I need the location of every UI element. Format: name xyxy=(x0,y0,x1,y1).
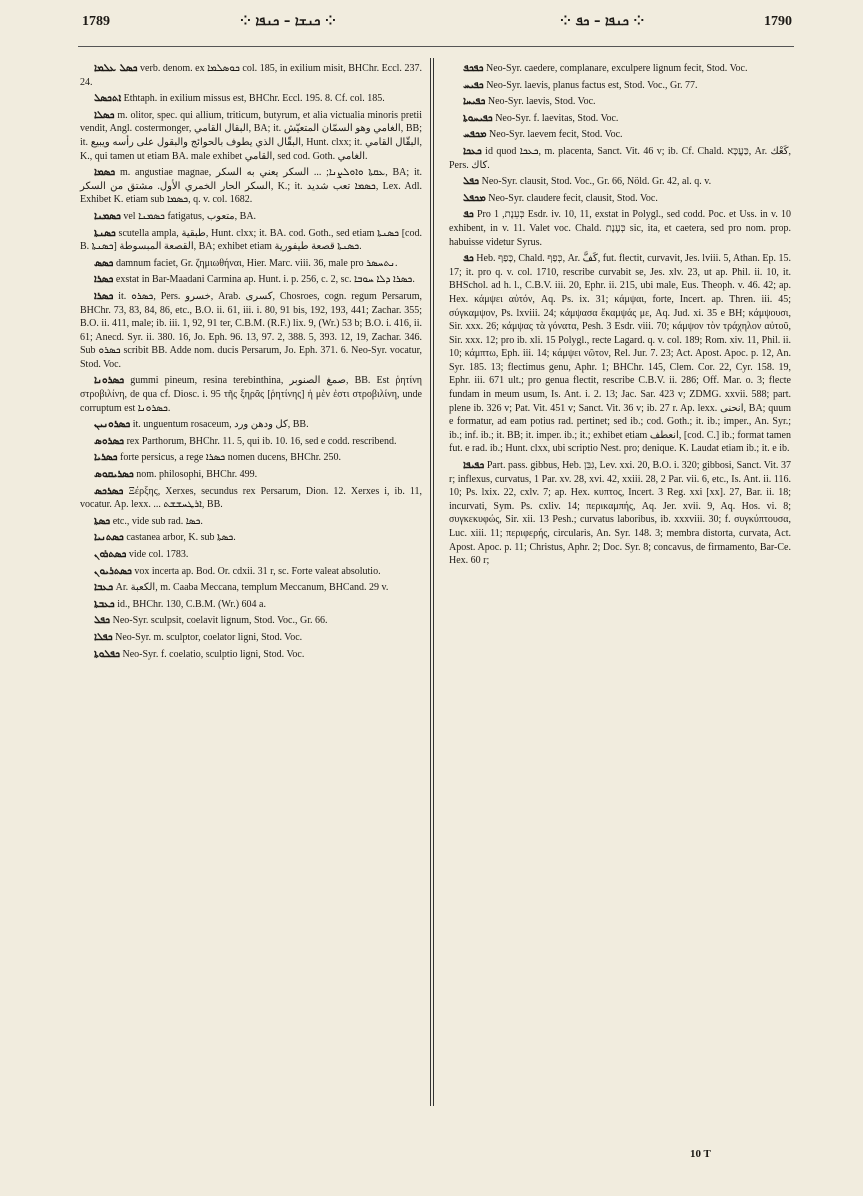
entry-headword: ܟܦܝܦܐ xyxy=(463,460,485,472)
dictionary-entry xyxy=(80,548,422,562)
entry-headword: ܟܣܪܘܢܐ xyxy=(94,375,125,387)
entry-headword: ܟܣܪܐ xyxy=(94,274,114,286)
dictionary-entry xyxy=(80,227,422,254)
entry-text: vox incerta ap. Bod. Or. cdxii. 31 r, sc. Forte valeat absolutio. xyxy=(131,565,381,577)
page-header xyxy=(72,12,792,38)
entry-headword: ܟܦܠ xyxy=(463,176,480,188)
dictionary-entry xyxy=(80,290,422,372)
dictionary-entry xyxy=(80,648,422,662)
entry-text: id., BHChr. 130, C.B.M. (Wr.) 604 a. xyxy=(114,598,266,610)
entry-headword: ܟܣܬܐ xyxy=(94,515,111,527)
entry-headword: ܟܣܪܝܐ xyxy=(94,452,118,464)
entry-headword: ܟܦܠܘܬܐ xyxy=(94,648,120,660)
entry-text: Neo-Syr. sculpsit, coelavit lignum, Stod. Voc., Gr. 66. xyxy=(110,615,328,627)
entry-text: Neo-Syr. m. sculptor, coelator ligni, Stod. Voc. xyxy=(112,631,303,643)
dictionary-entry xyxy=(80,515,422,529)
column-divider xyxy=(430,58,431,1106)
dictionary-entry xyxy=(449,62,791,76)
entry-headword: ܟܣܠܐ xyxy=(94,109,115,121)
entry-text: Neo-Syr. claudere fecit, clausit, Stod. Voc. xyxy=(485,192,658,204)
entry-text: etc., vide sub rad. ܟܣܐ. xyxy=(110,515,203,527)
left-column xyxy=(80,62,422,664)
entry-text: m. angustiae magnae, ܥܩܬܐ ܘܐܘܠܨܢܐ; ... السكر يعني به السكر, BA; it. السكر الحار الخمري الأول. مشتق من السكر, K.; it. ܟܣܡܐ تعب شديد, Lex. Adl. Exhibet K. etiam sub ܟܣܡܐ, q. v. col. 1682. xyxy=(80,167,423,206)
entry-headword: ܟܣܬܪܘܢ xyxy=(94,549,127,560)
entry-text: forte persicus, a rege ܟܣܪܐ nomen ducens, BHChr. 250. xyxy=(117,452,342,464)
entry-headword: ܟܥܒܐ xyxy=(94,582,114,594)
entry-text: Neo-Syr. laevem fecit, Stod. Voc. xyxy=(486,129,623,141)
dictionary-entry xyxy=(449,208,791,249)
entry-text: damnum faciet, Gr. ζημιωθήναι, Hier. Marc. viii. 36, male pro ܢܬܚܣܪ. xyxy=(113,257,398,269)
dictionary-entry xyxy=(80,109,422,163)
dictionary-entry xyxy=(80,210,422,224)
entry-headword: ܟܦ xyxy=(463,209,474,221)
printer-signature: 10 T xyxy=(690,1148,711,1160)
entry-text: Neo-Syr. clausit, Stod. Voc., Gr. 66, Nöld. Gr. 42, al. q. v. xyxy=(479,176,712,188)
dictionary-entry xyxy=(80,418,422,432)
entry-headword: ܟܣܪܘܢܝܢ xyxy=(94,419,131,431)
entry-text: Pro כְּעֵנֶת, 1 Esdr. iv. 10, 11, exstat in Polygl., sed codd. Poc. et Uss. in v. 10 exhibent, in v. 11. Valet voc. Chald. כְּעֶנֶת sic, ita, et caetera, sed pro nom. prop. habuisse videtur Syrus. xyxy=(449,209,791,248)
entry-text: Part. pass. gibbus, Heb. גִּבֵּן, Lev. xxi. 20, B.O. i. 320; gibbosi, Sanct. Vit. 37 r; inflexus, curvatus, 1 Par. xv. 28, xvi. 42, xxiii. 28, 2 Par. vii. 6, etc., Is. Ant. ii. 116. 10; Ps. lxix. 22, cxlv. 7; ap. Hex. κυπτος, Incert. 3 Reg. xxi [xx]. 27, Bar. ii. 18; incurvati, Sym. Ps. cxliv. 14; περικαμπής, Aq. Jer. xvii. 9, Aq. Hos. vi. 8; συγκεκυφώς, Sir. xii. 13 Pesh.; curvatus laboribus, ib. xxxviii. 30; f. συγκύπτουσα, Luc. xiii. 11; περιφερής, circularis, An. Syr. 148. 3; membra distorta, curvata, Act. Apost. Apoc. p. 11; Christus, Aphr. 2; Doc. Syr. 8; concavus, de firmamento, Bar-Ce. Hex. 60 r; xyxy=(449,460,791,567)
entry-text: Neo-Syr. laevis, Stod. Voc. xyxy=(485,96,596,108)
entry-headword: ܟܣܣ xyxy=(94,257,114,269)
dictionary-entry xyxy=(449,459,791,568)
dictionary-entry xyxy=(449,112,791,126)
entry-text: it. ܟܣܪܘ, Pers. خسرو, Arab. كسرى, Chosroes, cogn. regum Persarum, BHChr. 73, 83, 84, 86, etc., B.O. ii. 61, iii. i. 80, 91 bis, 192, 193, 441; Zachar. 355; B.O. ii. 411, male; ib. iii. 1, 92, 91 ter, C.B.M. (R.F.) lix. 9, (Wr.) 53 b; B.O. i. 416, ii. 61; Anecd. Syr. ii. 380. 16, Jo. Eph. 96. 13, 97. 2, 388. 5, 393. 12, 19, Zachar. 346. Sub ܟܣܪܘ scribit BB. Adde nom. ducis Persarum, Jo. Eph. 371. 6. Neo-Syr. vocatur, Stod. Voc. xyxy=(80,290,422,370)
entry-text: m. olitor, spec. qui allium, triticum, butyrum, et alia victualia minoris pretii vendit, Angl. costermonger, البقال القامي, BA; it. الغامي وهو السمّان المتعيّش, BB; it. البقّال الذي يطوف بالحوائج والبقول على رأسه ويبيع, Hunt. clxx; it. البقّال القامي, K., qui tamen ut etiam BA. male exhibet القامي, sed cod. Goth. الغامي. xyxy=(80,109,423,162)
entry-headword: ܟܣܪܘܣ xyxy=(94,435,125,447)
entry-text: vide col. 1783. xyxy=(126,549,189,560)
entry-text: vel ܟܣܡܢܐ fatigatus, متعوب, BA. xyxy=(120,210,257,222)
dictionary-entry xyxy=(80,631,422,645)
entry-text: it. unguentum rosaceum, كل ودهن ورد, BB. xyxy=(130,419,309,431)
dictionary-entry xyxy=(80,451,422,465)
dictionary-entry xyxy=(449,95,791,109)
entry-headword: ܟܣܬܪܝܘܢ xyxy=(94,565,132,577)
dictionary-entry xyxy=(80,468,422,482)
entry-headword: ܟܥܟܐ xyxy=(463,145,482,157)
entry-headword: ܟܣܪܟܣ xyxy=(94,485,124,497)
entry-text: rex Parthorum, BHChr. 11. 5, qui ib. 10. 16, sed e codd. rescribend. xyxy=(124,435,397,447)
entry-text: Neo-Syr. f. coelatio, sculptio ligni, Stod. Voc. xyxy=(120,648,305,660)
dictionary-entry xyxy=(449,192,791,206)
entry-text: Neo-Syr. f. laevitas, Stod. Voc. xyxy=(492,112,619,124)
dictionary-entry xyxy=(80,435,422,449)
entry-headword: ܟܣܬܢܝܐ xyxy=(94,532,124,544)
entry-text: verb. denom. ex ܟܘܣܠܡܐ col. 185, in exilium misit, BHChr. Eccl. 237. 24. xyxy=(80,63,422,88)
entry-text: Neo-Syr. caedere, complanare, exculpere lignum fecit, Stod. Voc. xyxy=(483,63,748,74)
dictionary-entry xyxy=(80,598,422,612)
entry-headword: ܐܬܟܣܠ xyxy=(94,93,122,105)
entry-text: gummi pineum, resina terebinthina, صمغ الصنوبر, BB. Est ῥητίνη στροβιλίνη, de qua cf. Diosc. i. 95 τῆς ξηρᾶς [ῥητίνης] ἡ μὲν ἐστι στροβιλίνη, unde corruptum est ܟܣܪܘܢܐ. xyxy=(80,375,422,414)
dictionary-entry xyxy=(80,62,422,89)
entry-headword: ܟܣܠ ܥܠܡܐ xyxy=(94,63,138,74)
dictionary-entry xyxy=(449,79,791,93)
entry-text: Ar. الكعبة, m. Caaba Meccana, templum Meccanum, BHCand. 29 v. xyxy=(113,582,389,594)
entry-text: nom. philosophi, BHChr. 499. xyxy=(133,469,258,481)
entry-headword: ܟܣܪܝܩܘܣ xyxy=(94,469,134,481)
dictionary-entry xyxy=(80,92,422,106)
entry-headword: ܟܦܠܐ xyxy=(94,631,113,643)
dictionary-entry xyxy=(80,565,422,579)
dictionary-entry xyxy=(80,614,422,628)
dictionary-entry xyxy=(80,581,422,595)
entry-headword: ܟܦܟܦ xyxy=(463,63,484,74)
dictionary-entry xyxy=(449,175,791,189)
dictionary-entry xyxy=(80,485,422,512)
left-running-head: ⁘ ܟܢܫܐ – ܟܢܦܐ ⁘ xyxy=(240,14,336,29)
entry-headword: ܟܣܡܐ xyxy=(94,167,116,179)
right-column xyxy=(449,62,791,571)
entry-text: Ethtaph. in exilium missus est, BHChr. Eccl. 195. 8. Cf. col. 185. xyxy=(121,93,385,105)
entry-headword: ܟܦܝܚܐ xyxy=(463,96,486,108)
entry-headword: ܟܥܒܬܐ xyxy=(94,598,115,610)
entry-headword: ܟܣܡܢܐ xyxy=(94,210,121,222)
right-running-head: ⁘ ܟܢܦܐ – ܟܦ ⁘ xyxy=(560,14,645,29)
entry-headword: ܡܟܦܚ xyxy=(463,129,487,141)
header-rule xyxy=(78,46,794,47)
entry-headword: ܡܟܦܠ xyxy=(463,192,486,204)
entry-text: exstat in Bar-Maadani Carmina ap. Hunt. i. p. 256, c. 2, sc. ܟܣܪܐ ܕܠܐ ܚܘܒܐ. xyxy=(113,274,415,286)
dictionary-entry xyxy=(449,128,791,142)
entry-text: id quod ܟܥܟܐ, m. placenta, Sanct. Vit. 46 v; ib. Cf. Chald. כַּעֲכָּא, Ar. كَعْك, Pers. كاك. xyxy=(449,145,792,171)
left-page-number: 1789 xyxy=(82,14,110,29)
dictionary-entry xyxy=(80,273,422,287)
entry-headword: ܟܦ xyxy=(463,253,474,265)
entry-headword: ܟܣܪܐ xyxy=(94,290,114,302)
dictionary-entry xyxy=(449,145,791,172)
column-divider-inner xyxy=(433,58,434,1106)
entry-text: Heb. כָּפַף, Chald. כְּפַף, Ar. كَفَّ, fut. flectit, curvavit, Jes. lviii. 5, Athan. Ep. 15. 17; it. pro q. v. col. 1710, rescribe curvabit se, Jes. xlv. 23, ut ap. Phil. ii. 10, it. BHSchol. ad h. l., C.B.V. iii. 20, Ephr. ii. 215, ubi male, Eus. Theoph. v. 46. 42; ap. Hex. κάμψει αὐτόν, Aq. Ps. ix. 31; κάμψαι, forte, Incert. ap. Thren. iii. 45; σύγκαμψον, Ps. lxviii. 24; κάμψασα ἔκαμψάς με, Aq. Jud. xi. 35 e BH; κάμψουσι, Sir. xxx. 26; κάμψας τὰ γόνατα, Pesh. 3 Esdr. viii. 70; κάμψον τὸν τράχηλον αὐτοῦ, Sir. xxx. 12; pro ib. xli. 15 Polygl., recte Lagard. q. v. col. 189; Rom. xiv. 11, Phil. ii. 10; κάμπτω, Eph. iii. 14; κάμψει νῶτον, Rel. Jur. 7. 23; Act. Apost. Apoc. p. 12, An. Syr. 185. 13; flectimus genu, Aphr. 1; BHChr. 145, Clem. Cor. 22, Cyr. 158. 19, Ephr. iii. 671 ult.; pro genua flectit, rescribe C.B.V. ii. 286; Off. Mar. o. 3; flecte fundam in meum usum, Is. Ant. i. 2. 13; Jac. Sar. 423 v; ZDMG. xxvii. 588; part. plene ib. 326 v; Pat. Vit. 451 v; Sanct. Vit. 36 v; ib. 27 r. Ap. lexx. انحنى, BA; quum e formatur, ad eam potius rad. pertinet; sed ib.; cod. Goth.; it. ib.; imper., An. Syr.; ib.; inf. ib.; it. BB; it. imper. ib.; it.; exhibet etiam انعطف, [cod. C.] ib.; format tamen fut. e rad. ib.; Hunt. clxx, ubi scriptio Nest. pro; denique. K. Laudat etiam ib.; it. e ib. xyxy=(449,253,792,455)
entry-headword: ܟܦܝܚܘܬܐ xyxy=(463,112,493,124)
entry-text: Neo-Syr. laevis, planus factus est, Stod. Voc., Gr. 77. xyxy=(483,79,698,91)
dictionary-entry xyxy=(80,531,422,545)
entry-headword: ܟܦܠ xyxy=(94,615,111,627)
entry-headword: ܟܦܝܚ xyxy=(463,79,484,91)
dictionary-entry xyxy=(80,374,422,415)
dictionary-entry xyxy=(449,252,791,456)
entry-text: castanea arbor, K. sub ܟܣܬܐ. xyxy=(123,532,236,544)
dictionary-entry xyxy=(80,166,422,207)
entry-headword: ܟܣܢܬܐ xyxy=(94,227,116,239)
entry-text: Ξέρξης, Xerxes, secundus rex Persarum, Dion. 12. Xerxes i, ib. 11, vocatur. Ap. lexx. ... ܐܪܛܚܫܫܬ, BB. xyxy=(80,485,422,511)
dictionary-entry xyxy=(80,257,422,271)
right-page-number: 1790 xyxy=(764,14,792,29)
entry-text: scutella ampla, طبقية, Hunt. clxx; it. BA. cod. Goth., sed etiam ܟܣܢܬܐ [cod. B. ܟܣܢܬܐ] القصعة المبسوطة, BA; exhibet etiam ܟܣܢܬܐ قصعة طيفورية. xyxy=(80,227,422,253)
